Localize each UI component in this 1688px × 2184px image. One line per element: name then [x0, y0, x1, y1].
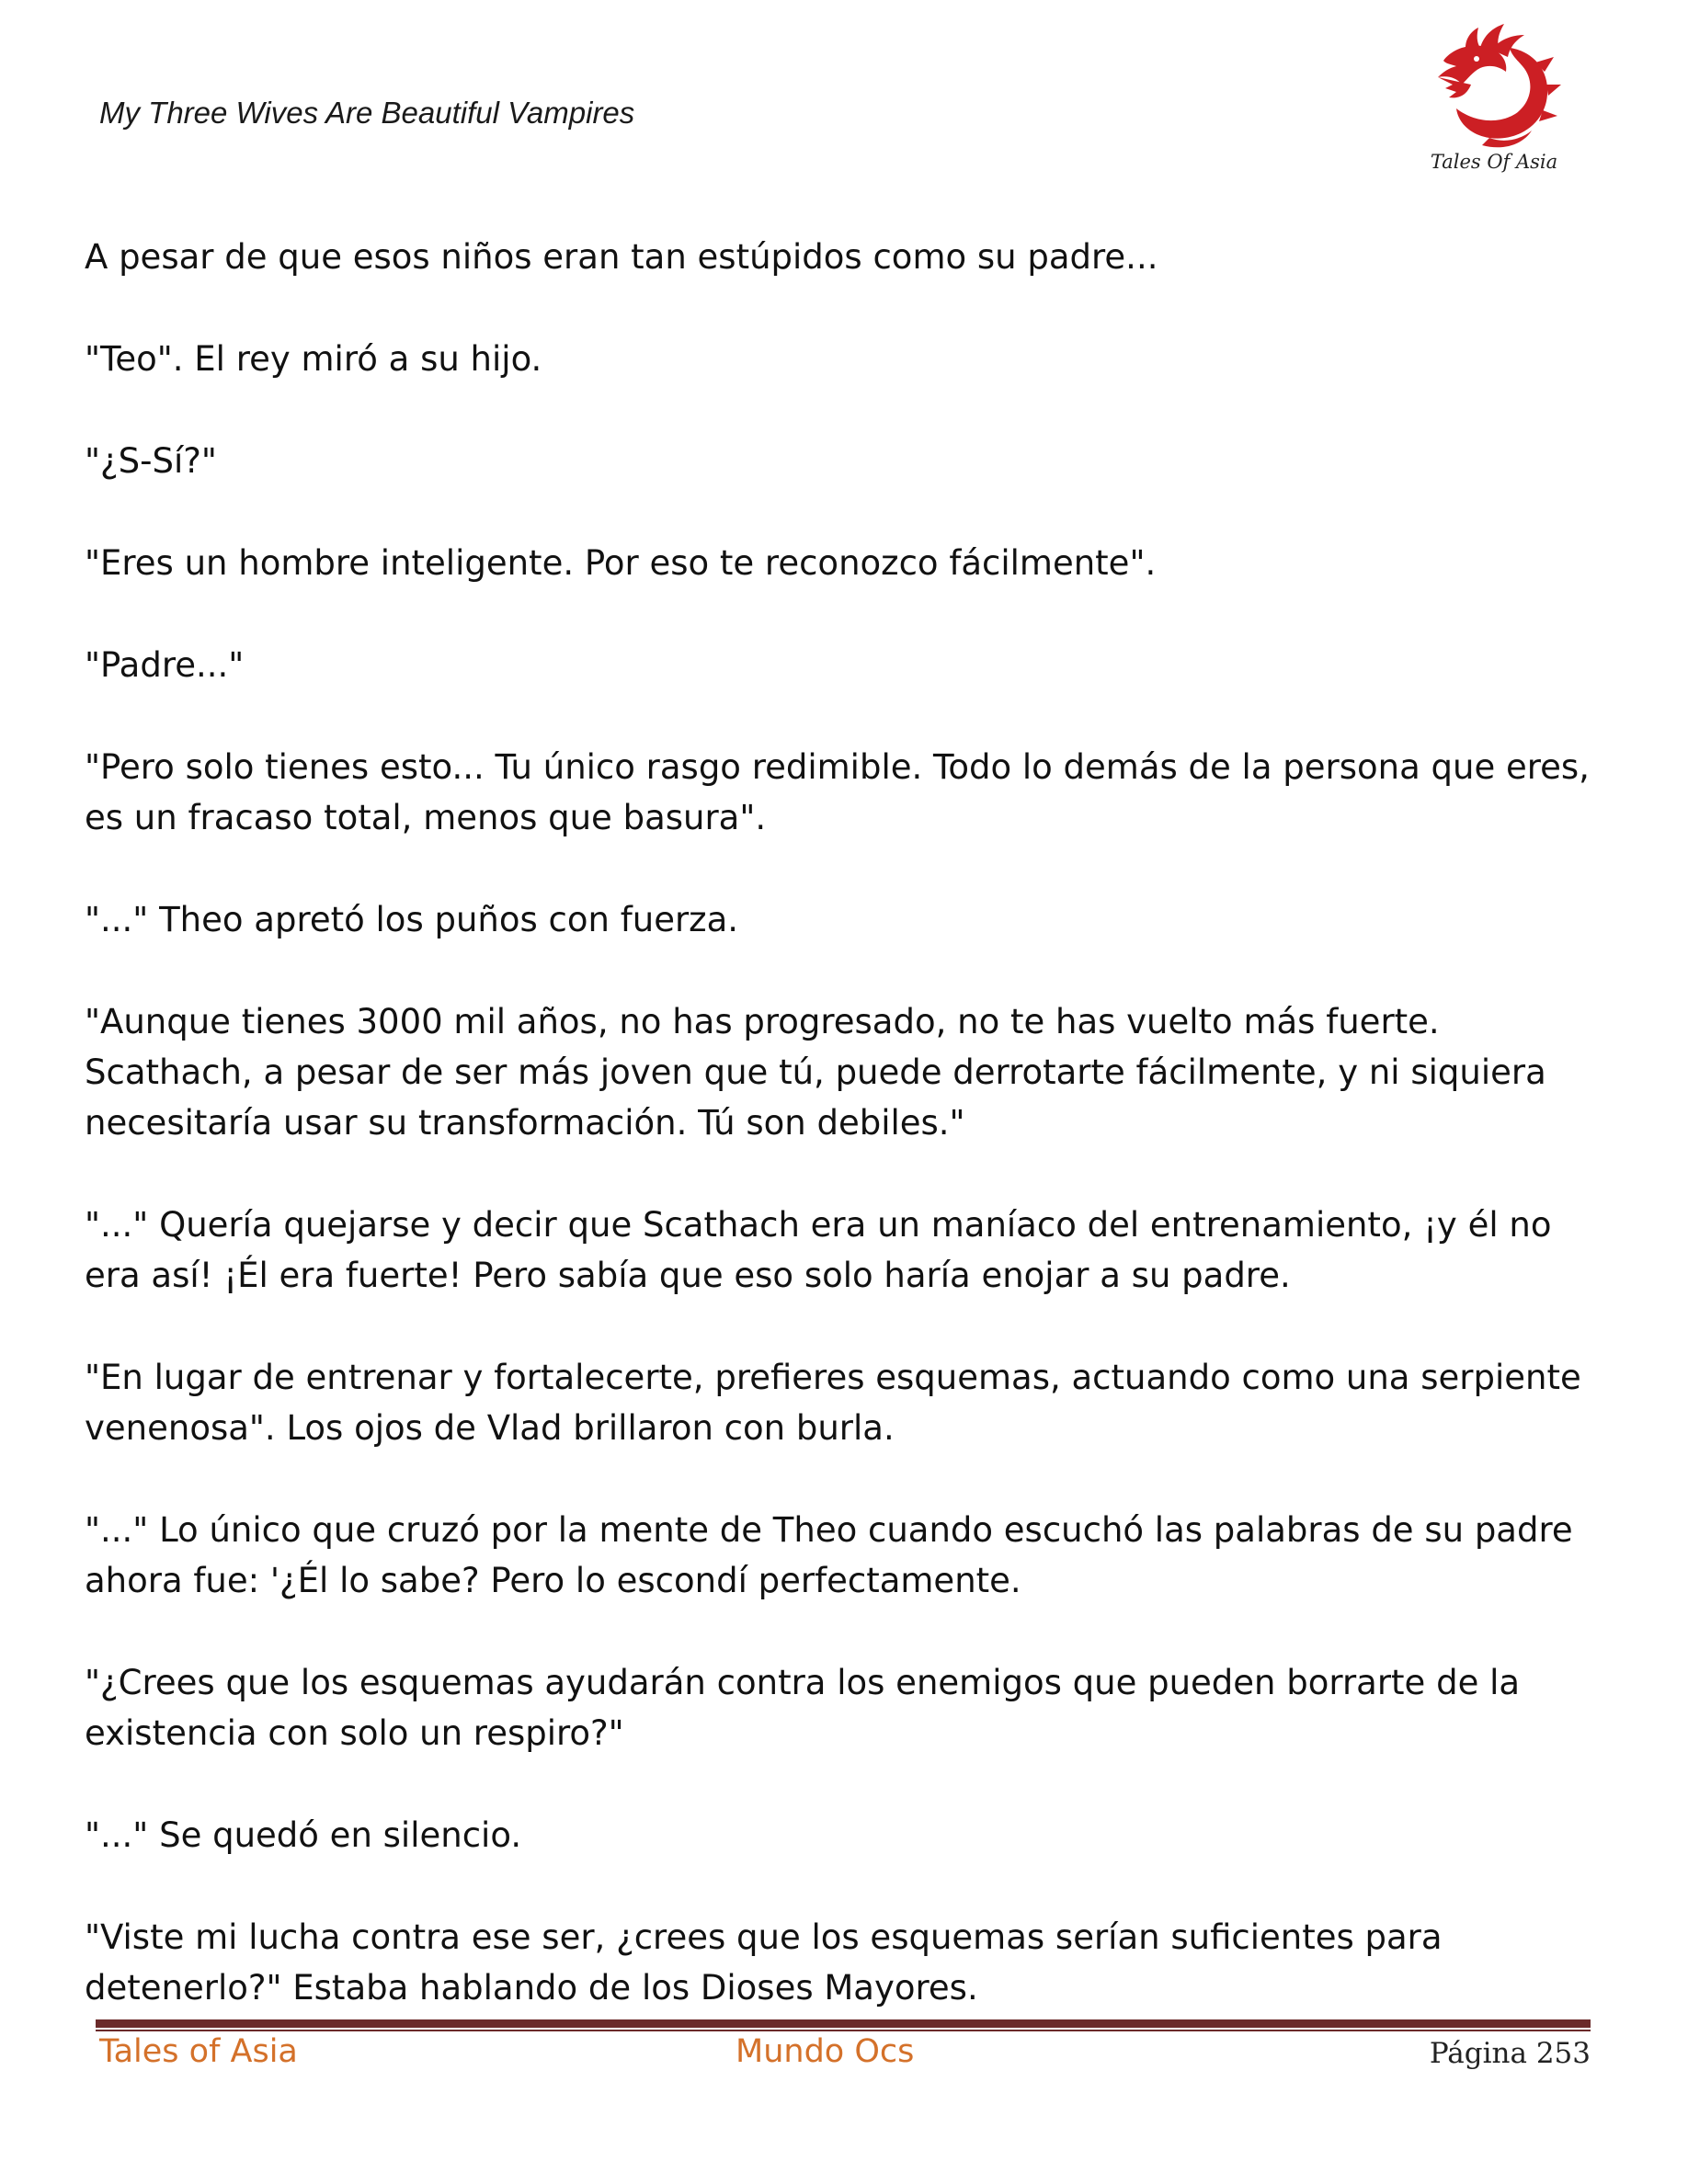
document-title: My Three Wives Are Beautiful Vampires	[99, 96, 635, 130]
logo-text: Tales Of Asia	[1430, 151, 1558, 173]
paragraph: A pesar de que esos niños eran tan estúpidos como su padre...	[85, 237, 1158, 277]
paragraph: "Aunque tienes 3000 mil años, no has progresado, no te has vuelto más fuerte. Scathach, a pesar de ser más joven que tú, puede derrotarte fácilmente, y ni siquiera necesitaría usar su transformación. Tú son debiles."	[85, 1002, 1546, 1143]
paragraph: "Teo". El rey miró a su hijo.	[85, 339, 542, 379]
paragraph: "¿S-Sí?"	[85, 441, 217, 481]
publisher-logo	[1425, 20, 1563, 181]
paragraph: "..." Se quedó en silencio.	[85, 1815, 522, 1855]
footer-divider	[96, 2019, 1591, 2028]
paragraph: "Viste mi lucha contra ese ser, ¿crees que los esquemas serían suficientes para detenerlo?" Estaba hablando de los Dioses Mayores.	[85, 1917, 1443, 2008]
paragraph: "..." Theo apretó los puños con fuerza.	[85, 900, 739, 939]
paragraph: "..." Quería quejarse y decir que Scathach era un maníaco del entrenamiento, ¡y él no era así! ¡Él era fuerte! Pero sabía que eso solo haría enojar a su padre.	[85, 1205, 1552, 1295]
footer-section: Mundo Ocs	[736, 2033, 915, 2070]
paragraph: "En lugar de entrenar y fortalecerte, prefieres esquemas, actuando como una serpiente venenosa". Los ojos de Vlad brillaron con burla.	[85, 1358, 1581, 1448]
page-number: Página 253	[1429, 2037, 1591, 2070]
footer-publisher: Tales of Asia	[99, 2033, 298, 2070]
page-body	[85, 232, 1602, 2013]
red-dragon-icon	[1425, 20, 1563, 154]
paragraph: "Eres un hombre inteligente. Por eso te reconozco fácilmente".	[85, 543, 1157, 583]
paragraph: "..." Lo único que cruzó por la mente de Theo cuando escuchó las palabras de su padre ahora fue: '¿Él lo sabe? Pero lo escondí perfectamente.	[85, 1510, 1573, 1600]
paragraph: "Padre..."	[85, 645, 245, 685]
paragraph: "Pero solo tienes esto... Tu único rasgo redimible. Todo lo demás de la persona que eres, es un fracaso total, menos que basura".	[85, 747, 1590, 837]
paragraph: "¿Crees que los esquemas ayudarán contra los enemigos que pueden borrarte de la existencia con solo un respiro?"	[85, 1663, 1521, 1753]
